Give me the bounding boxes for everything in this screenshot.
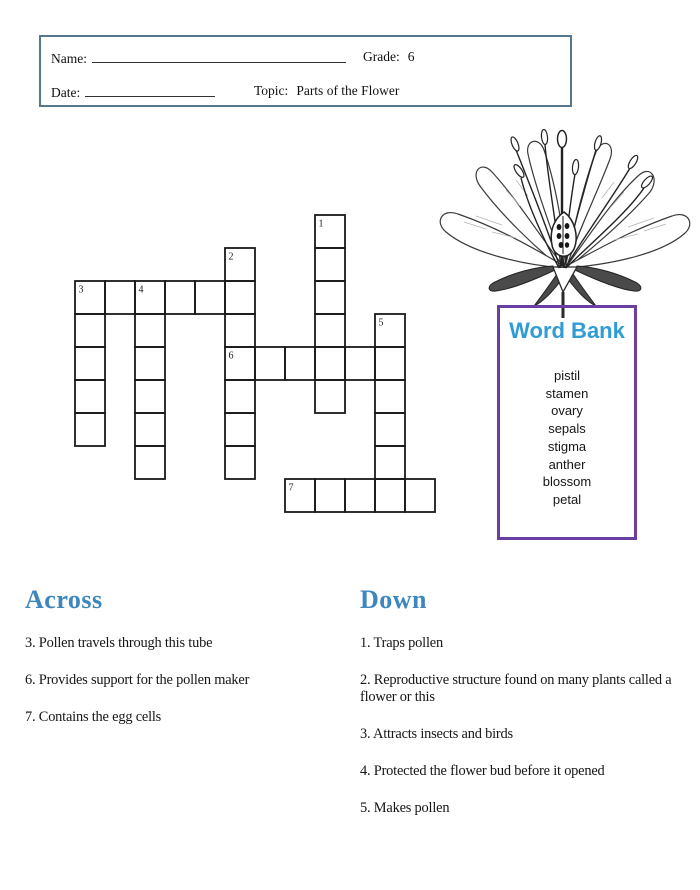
across-title: Across [25, 585, 103, 614]
crossword-cell-fill [105, 281, 135, 314]
word-bank-word: stigma [547, 438, 587, 454]
crossword-number: 1 [318, 218, 324, 230]
crossword-cell-fill [345, 347, 375, 380]
crossword-number: 2 [228, 251, 234, 263]
crossword-cell-fill [135, 446, 165, 479]
down-clue: 3. Attracts insects and birds [360, 726, 513, 742]
word-bank-word: ovary [551, 403, 583, 419]
word-bank-word: petal [552, 491, 582, 507]
crossword-cell-fill [135, 347, 165, 380]
crossword-grid [73, 213, 437, 514]
crossword-cell-fill [345, 479, 375, 512]
crossword-cell-fill [75, 314, 105, 347]
crossword-number: 5 [378, 317, 384, 329]
crossword-cell-fill [225, 413, 255, 446]
across-clues [25, 635, 345, 726]
crossword-cell-fill [315, 314, 345, 347]
header-box [39, 35, 572, 107]
crossword-cell-fill [315, 248, 345, 281]
crossword-number: 6 [228, 350, 234, 362]
crossword-cell-fill [375, 380, 405, 413]
crossword-cell-fill [375, 413, 405, 446]
crossword-cell-fill [405, 479, 435, 512]
topic-label: Topic: [254, 83, 289, 98]
date-row [51, 83, 215, 101]
down-section [360, 585, 690, 837]
word-bank-title: Word Bank [509, 318, 625, 343]
word-bank-word: stamen [545, 385, 589, 401]
crossword-cell-fill [285, 347, 315, 380]
date-label: Date: [51, 85, 81, 100]
crossword-cell-fill [75, 347, 105, 380]
crossword-cell-fill [315, 281, 345, 314]
down-clues [360, 635, 690, 817]
crossword-cell-fill [315, 479, 345, 512]
grade-row [363, 49, 414, 65]
crossword-cell-fill [75, 413, 105, 446]
crossword-number: 3 [78, 284, 84, 296]
crossword-cell-fill [375, 347, 405, 380]
crossword-cell-fill [135, 380, 165, 413]
crossword-cell-fill [225, 281, 255, 314]
down-clue: 1. Traps pollen [360, 635, 443, 651]
crossword-cell-fill [135, 314, 165, 347]
crossword-cell-fill [135, 413, 165, 446]
word-bank-word: pistil [553, 368, 580, 383]
across-clue: 6. Provides support for the pollen maker [25, 672, 250, 688]
word-bank-word: blossom [542, 474, 592, 490]
crossword-number: 4 [138, 284, 144, 296]
across-clue: 3. Pollen travels through this tube [25, 635, 213, 651]
flower-illustration [428, 118, 700, 318]
crossword-cell-fill [375, 446, 405, 479]
crossword-cell-fill [315, 347, 345, 380]
word-bank-word: anther [548, 456, 586, 472]
crossword-cell-fill [75, 380, 105, 413]
name-input-line[interactable] [92, 49, 346, 63]
word-bank-box [497, 305, 637, 540]
grade-label: Grade: [363, 49, 400, 64]
date-input-line[interactable] [85, 83, 215, 97]
down-title: Down [360, 585, 428, 614]
crossword-number: 7 [288, 482, 294, 494]
across-section [25, 585, 345, 746]
word-bank-word: sepals [548, 421, 586, 437]
name-label: Name: [51, 51, 87, 66]
crossword-cell-fill [165, 281, 195, 314]
topic-row [254, 83, 399, 99]
crossword-cell-fill [225, 314, 255, 347]
down-clue: 4. Protected the flower bud before it opened [360, 763, 605, 779]
down-clue: 2. Reproductive structure found on many plants called a flower or this [360, 672, 672, 705]
crossword-cell-fill [195, 281, 225, 314]
name-row [51, 49, 346, 67]
across-clue: 7. Contains the egg cells [25, 709, 162, 725]
crossword-cell-fill [315, 380, 345, 413]
crossword-cell-fill [225, 380, 255, 413]
crossword-cell-fill [375, 479, 405, 512]
crossword-cell-fill [255, 347, 285, 380]
stigma [558, 131, 567, 148]
topic-value: Parts of the Flower [296, 83, 400, 98]
grade-value: 6 [407, 49, 415, 64]
down-clue: 5. Makes pollen [360, 800, 450, 816]
crossword-cell-fill [225, 446, 255, 479]
word-bank-list [500, 367, 634, 509]
